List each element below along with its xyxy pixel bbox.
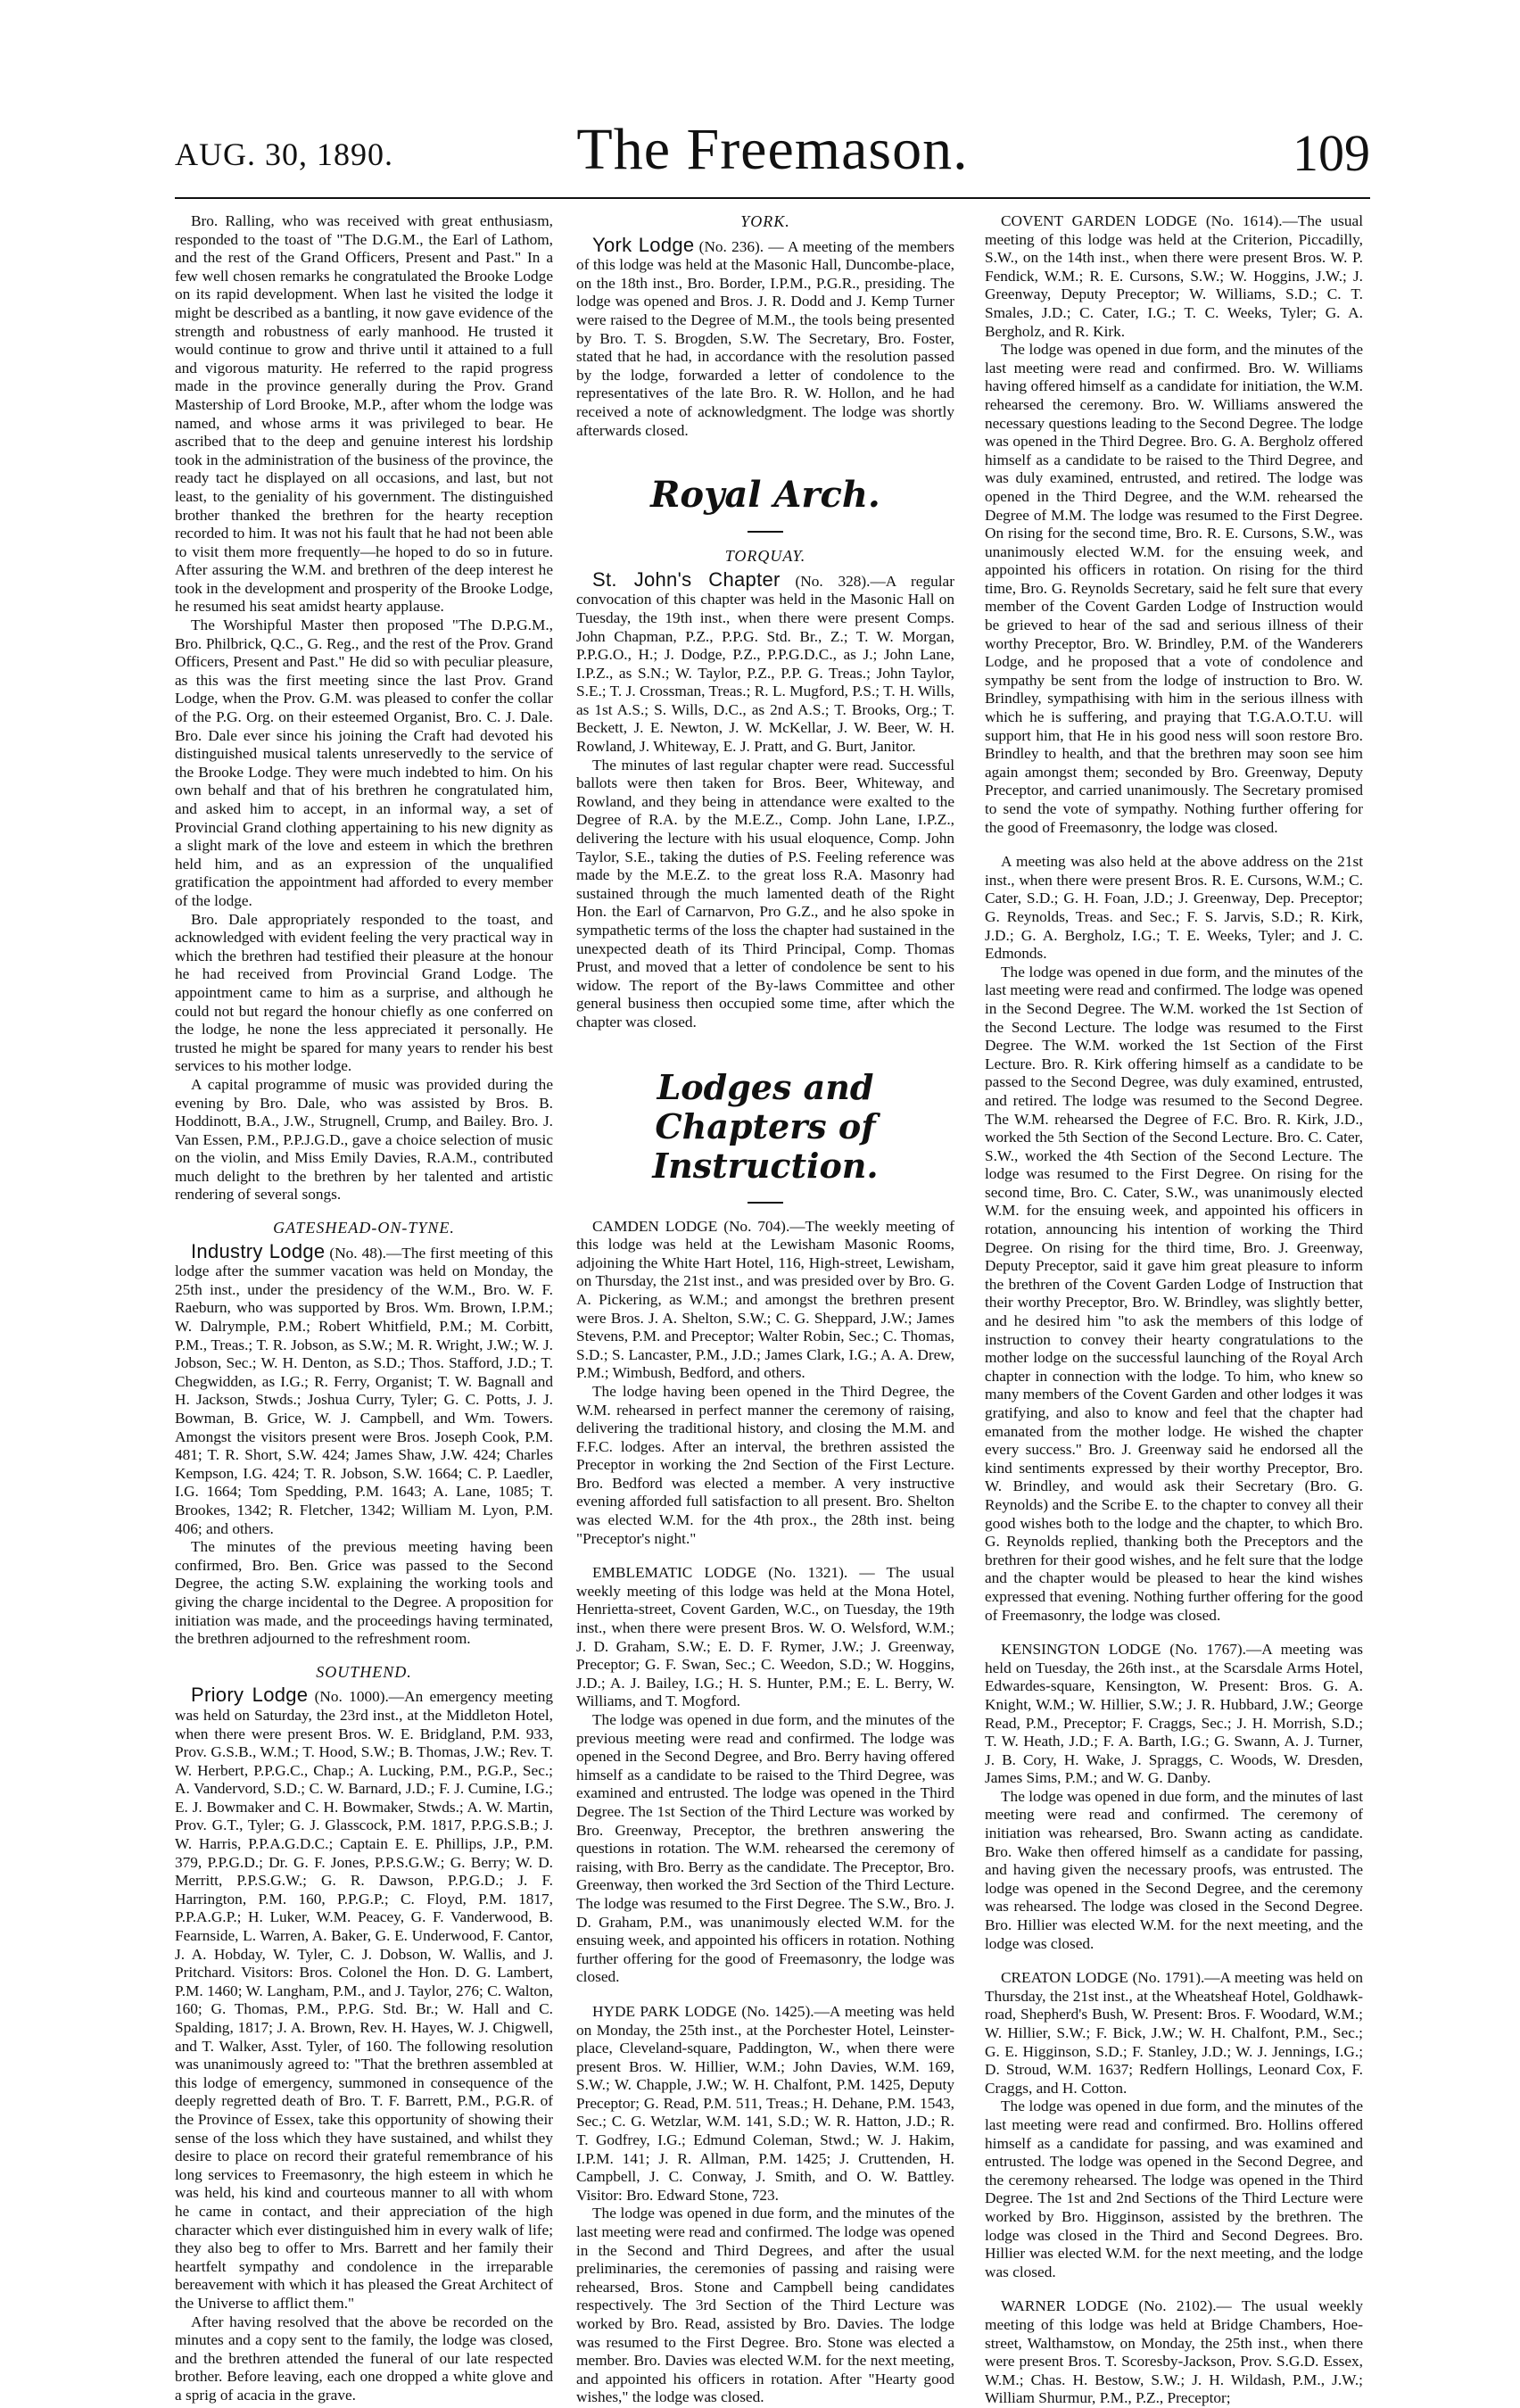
paragraph: The minutes of last regular chapter were read. Successful ballots were then taken for Bros. Beer, Whiteway, and Rowland, and they being in attendance were exalted to the Degree of R.A. by the M.E.Z., Comp. John Lane, I.P.Z., delivering the lecture with his usual eloquence, Comp. John Taylor, S.E., taking the duties of P.S. Feeling reference was made by the M.E.Z. to the great loss R.A. Masonry had sustained through the much lamented death of the Right Hon. the Earl of Carnarvon, Pro G.Z., and he also spoke in sympathetic terms of the loss the chapter had sustained in the unexpected death of its Third Principal, Comp. Thomas Prust, and moved that a letter of condolence be sent to his widow. The report of the By-laws Committee and other general business then occupied some time, after which the chapter was closed.	[576, 756, 954, 1030]
lodge-report: HYDE PARK LODGE (No. 1425).—A meeting was held on Monday, the 25th inst., at the Porchester Hotel, Leinster-place, Cleveland-square, Paddington, W., when there were present Bros. W. Hillier, W.M.; John Davies, W.M. 169, S.W.; W. Chapple, J.W.; W. H. Chalfont, P.M. 1425, Deputy Preceptor; G. Read, P.M. 511, Treas.; H. Dehane, P.M. 1543, Sec.; C. G. Wetzlar, W.M. 141, S.D.; W. R. Hatton, J.D.; R. T. Godfrey, I.G.; Edmund Coleman, Stwd.; W. J. Hakim, I.P.M. 141; J. R. Allman, P.M. 1425; J. Cruttenden, H. Campbell, J. C. Conway, J. Smith, and O. W. Battley. Visitor: Bro. Edward Stone, 723.	[576, 2002, 954, 2204]
paragraph: The Worshipful Master then proposed "The D.P.G.M., Bro. Philbrick, Q.C., G. Reg., and the rest of the Prov. Grand Officers, Present and Past." He did so with peculiar pleasure, as this was the first meeting since the last Prov. Grand Lodge, when the Prov. G.M. was pleased to confer the collar of the P.G. Org. on their esteemed Organist, Bro. C. J. Dale. Bro. Dale ever since his joining the Craft had devoted his distinguished musical talents unreservedly to the service of the Brooke Lodge. They were much indebted to him. On his own behalf and that of his brethren he congratulated him, and asked him to accept, in an informal way, a set of Provincial Grand clothing appertaining to his new dignity as a slight mark of the love and esteem in which the brethren held him, and as an expression of the unqualified gratification the appointment had afforded to every member of the lodge.	[175, 616, 553, 909]
column-1	[175, 212, 554, 2404]
lodge-report: CREATON LODGE (No. 1791).—A meeting was held on Thursday, the 21st inst., at the Wheatsheaf Hotel, Goldhawk-road, Shepherd's Bush, W. Present: Bros. F. Woodard, W.M.; W. Hillier, S.W.; F. Bick, J.W.; W. H. Chalfont, P.M., Sec.; G. E. Higginson, S.D.; F. Stanley, J.D.; W. J. Jennings, I.G.; D. Stroud, W.M. 1637; Redfern Hollings, Leonard Cox, F. Craggs, and H. Cotton.	[985, 1969, 1363, 2097]
paragraph: The lodge was opened in due form, and the minutes of the last meeting were read and confirmed. The lodge was opened in the Second Degree. The W.M. worked the 1st Section of the Second Lecture. The lodge was resumed to the First Degree. The W.M. worked the 1st Section of the First Lecture. Bro. R. Kirk offering himself as a candidate to be passed to the Second Degree, was duly examined, entrusted, and retired. The lodge was resumed to the Second Degree. The W.M. rehearsed the Degree of F.C. Bro. R. Kirk, J.D., worked the 5th Section of the Second Lecture. Bro. C. Cater, S.W., worked the 4th Section of the Second Lecture. The lodge was resumed to the First Degree. On rising for the second time, Bro. C. Cater, S.W., was unanimously elected W.M. for the ensuing week, and appointed his officers in rotation, announcing his intention of working the Third Degree. On rising for the third time, Bro. J. Greenway, Deputy Preceptor, said it gave him great pleasure to inform the brethren of the Covent Garden Lodge of Instruction that their worthy Preceptor, Bro. W. Brindley, was slightly better, and he desired him "to ask the members of this lodge of instruction to convey their hearty congratulations to the mother lodge on the successful launching of the Royal Arch chapter in connection with the lodge. To him, who knew so many members of the Covent Garden and other lodges it was gratifying, and also to know and feel that the chapter had emanated from the mother lodge. He wished the chapter every success." Bro. J. Greenway said he endorsed all the kind sentiments expressed by their worthy Preceptor, Bro. W. Brindley, and would ask their Secretary (Bro. G. Reynolds) and the Scribe E. to the chapter to convey all their good wishes both to the lodge and the chapter, to which Bro. G. Reynolds replied, thanking both the Preceptors and the brethren for their good wishes, and he felt sure that the lodge and the chapter would be pleased to hear the kind wishes expressed that evening. Nothing further offering for the good of Freemasonry, the lodge was closed.	[985, 963, 1363, 1624]
lodge-name: Industry Lodge	[191, 1239, 326, 1262]
masthead	[175, 116, 1370, 205]
paragraph: The lodge was opened in due form, and the minutes of the last meeting were read and confirmed. The lodge was opened in the Second and Third Degrees, and after the usual preliminaries, the ceremonies of passing and raising were rehearsed, Bros. Stone and Campbell being candidates respectively. The 3rd Section of the Third Lecture was worked by Bro. Read, assisted by Bro. Davies. The lodge was resumed to the First Degree. Bro. Stone was elected a member. Bro. Davies was elected W.M. for the next meeting, and appointed his officers in rotation. After "Hearty good wishes," the lodge was closed.	[576, 2205, 954, 2406]
paragraph: The lodge was opened in due form, and the minutes of last meeting were read and confirmed. The ceremony of initiation was rehearsed, Bro. Swann acting as candidate. Bro. Wake then offered himself as a candidate for passing, and having given the necessary proofs, was entrusted. The lodge was opened in the Second Degree, and the ceremony was rehearsed. The lodge was closed in the Second Degree. Bro. Hillier was elected W.M. for the next meeting, and the lodge was closed.	[985, 1787, 1363, 1952]
section-heading-line: Lodges and Chapters of	[655, 1066, 876, 1146]
lodge-report: WARNER LODGE (No. 2102).— The usual weekly meeting of this lodge was held at Bridge Chambers, Hoe-street, Walthamstow, on Monday, the 25th inst., when there were present Bros. T. Scoresby-Jackson, Prov. S.G.D. Essex, W.M.; Chas. H. Bestow, S.W.; J. H. Wildash, P.M., J.W.; William Shurmur, P.M., P.Z., Preceptor;	[985, 2297, 1363, 2407]
paragraph: The lodge was opened in due form, and the minutes of the previous meeting were read and confirmed. The lodge was opened in the Second Degree, and Bro. Berry having offered himself as a candidate to be raised to the Third Degree, was examined and entrusted. The lodge was opened in the Third Degree. The 1st Section of the Third Lecture was worked by Bro. Greenway, Preceptor, the brethren answering the questions in rotation. The W.M. rehearsed the ceremony of raising, with Bro. Berry as the candidate. The Preceptor, Bro. Greenway, then worked the 3rd Section of the Third Lecture. The lodge was resumed to the First Degree. The S.W., Bro. J. D. Graham, P.M., was unanimously elected W.M. for the ensuing week, and appointed his officers in rotation. Nothing further offering for the good of Freemasonry, the lodge was closed.	[576, 1711, 954, 1986]
paragraph: The minutes of the previous meeting having been confirmed, Bro. Ben. Grice was passed to the Second Degree, the acting S.W. explaining the working tools and giving the charge incidental to the Degree. A proposition for initiation was made, and the proceedings having terminated, the brethren adjourned to the refreshment room.	[175, 1538, 553, 1648]
lodge-report: KENSINGTON LODGE (No. 1767).—A meeting was held on Tuesday, the 26th inst., at the Scarsdale Arms Hotel, Edwardes-square, Kensington, W. Present: Bros. G. A. Knight, W.M.; W. Hillier, S.W.; J. R. Hubbard, J.W.; George Read, P.M., Preceptor; F. Craggs, Sec.; J. H. Morrish, S.D.; T. W. Heath, J.D.; F. A. Barth, I.G.; G. Swann, A. J. Turner, J. B. Cory, H. Wake, J. Spraggs, C. Woods, W. Dresden, James Sims, P.M.; and W. G. Danby.	[985, 1641, 1363, 1787]
paragraph: Bro. Ralling, who was received with great enthusiasm, responded to the toast of "The D.G.M., the Earl of Lathom, and the rest of the Grand Officers, Present and Past." In a few well chosen remarks he congratulated the Brooke Lodge on its rapid development. When last he visited the lodge it might be described as a bantling, it now gave evidence of the strength and robustness of early manhood. He trusted it would continue to grow and thrive until it attained to a full and vigorous maturity. He referred to the rapid progress made in the province generally during the Prov. Grand Mastership of Lord Brooke, M.P., after whom the lodge was named, and whose arms it was privileged to bear. He ascribed that to the deep and genuine interest his lordship took in the administration of the business of the province, the ready tact he displayed on all occasions, and last, but not least, to the geniality of his government. The distinguished brother thanked the brethren for the hearty reception recorded to him. It was not his fault that he had not been able to visit them more frequently—he hoped to do so in future. After assuring the W.M. and brethren of the deep interest he took in the development and prosperity of the Brooke Lodge, he resumed his seat amidst hearty applause.	[175, 212, 553, 616]
divider	[748, 1202, 783, 1204]
location-heading: SOUTHEND.	[316, 1662, 412, 1681]
section-heading-line: Instruction.	[652, 1145, 879, 1186]
column-2	[576, 212, 954, 2406]
paragraph: A capital programme of music was provided during the evening by Bro. Dale, who was assisted by Bros. B. Hoddinott, B.A., J.W., Strugnell, Crump, and Bailey. Bro. J. Van Essen, P.M., P.P.J.G.D., gave a choice selection of music on the violin, and Miss Emily Davies, R.A.M., contributed much delight to the brethren by her talented and artistic rendering of several songs.	[175, 1075, 553, 1204]
newspaper-title: The Freemason.	[576, 117, 969, 182]
lodge-report	[175, 1686, 553, 2313]
paragraph: After having resolved that the above be recorded on the minutes and a copy sent to the family, the lodge was closed, and the brethren attended the funeral of our late respected brother. Before leaving, each one dropped a white glove and a sprig of acacia in the grave.	[175, 2313, 553, 2404]
paragraph: Bro. Dale appropriately responded to the toast, and acknowledged with evident feeling the very practical way in which the brethren had testified their pleasure at the honour he had received from Provincial Grand Lodge. The appointment came to him as a surprise, and although he could not but regard the honour chiefly as one conferred on the lodge, he none the less appreciated it personally. He trusted he might be spared for many years to render his best services to his mother lodge.	[175, 910, 553, 1075]
header-rule	[175, 197, 1370, 199]
section-heading-royal-arch: Royal Arch.	[650, 474, 880, 517]
paragraph: The lodge was opened in due form, and the minutes of the last meeting were read and confirmed. Bro. W. Williams having offered himself as a candidate for initiation, the W.M. rehearsed the ceremony. Bro. W. Williams answered the necessary questions leading to the Second Degree. The lodge was opened in the Third Degree. Bro. G. A. Bergholz offered himself as a candidate to be raised to the Third Degree, and was duly examined, entrusted, and retired. The lodge was opened in the Third Degree, and the W.M. rehearsed the Degree of M.M. The lodge was resumed to the First Degree. On rising for the second time, Bro. R. E. Cursons, S.W., was unanimously elected W.M. for the ensuing week, and appointed his officers in rotation. On rising for the third time, Bro. G. Reynolds Secretary, said he felt sure that every member of the Covent Garden Lodge of Instruction would be grieved to hear of the sad and serious illness of their worthy Preceptor, Bro. W. Brindley, P.M. of the Wanderers Lodge, and he proposed that a vote of condolence and sympathy be sent from the lodge of instruction to Bro. W. Brindley, sympathising with him in the serious illness with which he is suffering, and praying that T.G.A.O.T.U. will support him, that He in his good ness will soon restore Bro. Brindley to health, and that the brethren may soon see him again amongst them; seconded by Bro. Greenway, Deputy Preceptor, and carried unanimously. The Secretary promised to send the vote of sympathy. Nothing further offering for the good of Freemasonry, the lodge was closed.	[985, 341, 1363, 836]
issue-date: AUG. 30, 1890.	[175, 137, 393, 172]
lodge-report-text: (No. 48).—The first meeting of this lodge after the summer vacation was held on Monday, the 25th inst., under the presidency of the W.M., Bro. W. F. Raeburn, who was supported by Bros. Wm. Brown, I.P.M.; W. Dalrymple, P.M.; Robert Whitfield, P.M.; M. Corbitt, P.M., Treas.; T. R. Jobson, as S.W.; M. R. Wright, J.W.; W. J. Jobson, Sec.; W. H. Denton, as S.D.; Thos. Stafford, J.D.; T. Chegwidden, as I.G.; R. Ferry, Organist; T. W. Bagnall and H. Jackson, Stwds.; Joshua Curry, Tyler; G. C. Potts, J. J. Bowman, B. Grice, W. J. Campbell, and Wm. Towers. Amongst the visitors present were Bros. Joseph Cook, P.M. 481; T. R. Short, S.W. 424; James Shaw, J.W. 424; Charles Kempson, I.G. 424; T. R. Jobson, S.W. 1664; C. P. Laedler, I.G. 1664; Tom Spedding, P.M. 1643; A. Lane, 1085; T. Brookes, 1342; R. Fletcher, 1342; William M. Lyon, P.M. 406; and others.	[175, 1244, 553, 1537]
lodge-report: EMBLEMATIC LODGE (No. 1321). — The usual weekly meeting of this lodge was held at the Mona Hotel, Henrietta-street, Covent Garden, W.C., on Tuesday, the 19th inst., when there were present Bros. W. O. Welsford, W.M.; J. D. Graham, S.W.; E. D. F. Rymer, J.W.; J. Greenway, Preceptor; G. F. Swan, Sec.; C. Weedon, S.D.; W. Hoggins, J.D.; A. J. Bailey, I.G.; H. S. Hunter, P.M.; E. L. Berry, W. Williams, and T. Mogford.	[576, 1564, 954, 1710]
lodge-report	[175, 1239, 553, 1539]
lodge-report: COVENT GARDEN LODGE (No. 1614).—The usual meeting of this lodge was held at the Criterion, Piccadilly, S.W., on the 14th inst., when there were present Bros. W. P. Fendick, W.M.; R. E. Cursons, S.W.; W. Hoggins, J.W.; J. Greenway, Deputy Preceptor; W. Williams, S.D.; C. T. Smales, J.D.; C. Cater, I.G.; T. C. Weeks, Tyler; G. A. Bergholz, and R. Kirk.	[985, 212, 1363, 340]
lodge-name: Priory Lodge	[191, 1684, 309, 1707]
paragraph: The lodge having been opened in the Third Degree, the W.M. rehearsed in perfect manner the ceremony of raising, delivering the traditional history, and closing the M.M. and F.F.C. lodges. After an interval, the brethren assisted the Preceptor in working the 2nd Section of the First Lecture. Bro. Bedford was elected a member. A very instructive evening afforded full satisfaction to all present. Bro. Shelton was elected W.M. for the 4th prox., the 28th inst. being "Preceptor's night."	[576, 1382, 954, 1547]
paragraph: The lodge was opened in due form, and the minutes of the last meeting were read and confirmed. Bro. Hollins offered himself as a candidate for passing, and was examined and entrusted. The lodge was opened in the Second Degree, and the ceremony rehearsed. The lodge was opened in the Third Degree. The 1st and 2nd Sections of the Third Lecture were worked by Bro. Higginson, assisted by the brethren. The lodge was closed in the Third and Second Degrees. Bro. Hillier was elected W.M. for the next meeting, and the lodge was closed.	[985, 2098, 1363, 2280]
chapter-name: St. John's Chapter	[592, 567, 781, 591]
chapter-report-text: (No. 328).—A regular convocation of this chapter was held in the Masonic Hall on Tuesday, the 19th inst., when there were present Comps. John Chapman, P.Z., P.P.G. Std. Br., Z.; T. W. Morgan, P.P.G.O., H.; J. Dodge, P.Z., P.P.G.D.C., as J.; John Lane, I.P.Z., as S.N.; W. Taylor, P.Z., P.P. G. Treas.; John Taylor, S.E.; T. J. Crossman, Treas.; R. L. Mugford, P.S.; T. H. Wills, as 1st A.S.; S. Wills, D.C., as 2nd A.S.; T. Brooks, Org.; T. Beckett, J. E. Newton, J. W. McKellar, J. W. Beer, W. H. Rowland, J. Whiteway, E. J. Pratt, and G. Burt, Janitor.	[576, 572, 954, 756]
lodge-name: York Lodge	[592, 233, 695, 256]
lodge-report	[576, 233, 954, 441]
lodge-report-text: (No. 1000).—An emergency meeting was held on Saturday, the 23rd inst., at the Middleton Hotel, when there were present Bros. W. E. Bridgland, P.M. 933, Prov. G.S.B., W.M.; T. Hood, S.W.; B. Thomas, J.W.; Rev. T. W. Herbert, P.P.G.C., Chap.; A. Lucking, P.M., P.G.P., Sec.; A. Vandervord, S.D.; C. W. Barnard, J.D.; F. J. Cumine, I.G.; E. J. Bowmaker and C. H. Bowmaker, Stwds.; A. W. Martin, Prov. G.T., Tyler; G. J. Glasscock, P.M. 1817, P.P.G.S.B.; J. W. Harris, P.P.A.G.D.C.; Captain E. E. Phillips, J.P., P.M. 379, P.P.G.D.; Dr. G. F. Jones, P.P.S.G.W.; G. Berry; W. D. Merritt, P.P.S.G.W.; G. R. Dawson, P.P.G.D.; J. F. Harrington, P.M. 160, P.P.G.P.; C. Floyd, P.M. 1817, P.P.A.G.P.; H. Luker, W.M. Peacey, G. F. Vanderwood, B. Fearnside, L. Warren, A. Baker, G. E. Underwood, F. Cantor, J. A. Hobday, W. Tyler, C. J. Dobson, W. Wallis, and J. Pritchard. Visitors: Bros. Colonel the Hon. D. G. Lambert, P.M. 1460; W. Langham, P.M., and J. Taylor, 276; C. Walton, 160; G. Thomas, P.M., P.P.G. Std. Br.; W. Hall and C. Spalding, 1817; J. A. Brown, Rev. H. Hayes, W. J. Chigwell, and T. Walker, Asst. Tyler, of 160. The following resolution was unanimously agreed to: "That the brethren assembled at this lodge of emergency, summoned in consequence of the deeply regretted death of Bro. T. F. Barrett, P.M., P.G.R. of the Province of Essex, take this opportunity of showing their sense of the loss which they have sustained, and whilst they desire to place on record their grateful remembrance of his long services to Freemasonry, the high esteem in which he was held, his kind and courteous manner to all with whom he came in contact, and their appreciation of the high character which ever distinguished him in every walk of life; they also beg to offer to Mrs. Barrett and her family their heartfelt sympathy and condolence in the irreparable bereavement with which it has pleased the Great Architect of the Universe to afflict them."	[175, 1688, 554, 2312]
location-heading: YORK.	[740, 212, 790, 230]
lodge-report-text: (No. 236). — A meeting of the members of this lodge was held at the Masonic Hall, Duncombe-place, on the 18th inst., Bro. Border, I.P.M., P.G.R., presiding. The lodge was opened and Bros. J. R. Dodd and J. Kemp Turner were raised to the Degree of M.M., the tools being presented by Bro. T. S. Brogden, S.W. The Secretary, Bro. Foster, stated that he had, in accordance with the resolution passed by the lodge, forwarded a letter of condolence to the representatives of the late Bro. R. W. Hollon, and he had received a note of acknowledgment. The lodge was shortly afterwards closed.	[576, 237, 954, 439]
section-heading-lodges-of-instruction	[576, 1068, 954, 1186]
lodge-report: CAMDEN LODGE (No. 704).—The weekly meeting of this lodge was held at the Lewisham Masonic Rooms, adjoining the White Hart Hotel, 116, High-street, Lewisham, on Thursday, the 21st inst., and was presided over by Bro. G. A. Pickering, as W.M.; and amongst the brethren present were Bros. J. A. Shelton, S.W.; C. G. Sheppard, J.W.; James Stevens, P.M. and Preceptor; Walter Robin, Sec.; C. Thomas, S.D.; S. Lancaster, P.M., J.D.; James Clark, I.G.; A. A. Drew, P.M.; Wimbush, Bedford, and others.	[576, 1217, 954, 1382]
location-heading: TORQUAY.	[724, 547, 806, 566]
chapter-report	[576, 567, 954, 757]
page-number: 109	[1293, 124, 1370, 182]
column-3	[985, 212, 1363, 2407]
location-heading: GATESHEAD-ON-TYNE.	[273, 1219, 455, 1237]
divider	[748, 531, 783, 533]
paragraph: A meeting was also held at the above address on the 21st inst., when there were present Bros. R. E. Cursons, W.M.; C. Cater, S.D.; G. H. Foan, J.D.; J. Greenway, Dep. Preceptor; G. Reynolds, Treas. and Sec.; F. S. Jarvis, S.D.; R. Kirk, J.D.; G. A. Bergholz, I.G.; T. E. Weeks, Tyler; and J. C. Edmonds.	[985, 853, 1363, 963]
